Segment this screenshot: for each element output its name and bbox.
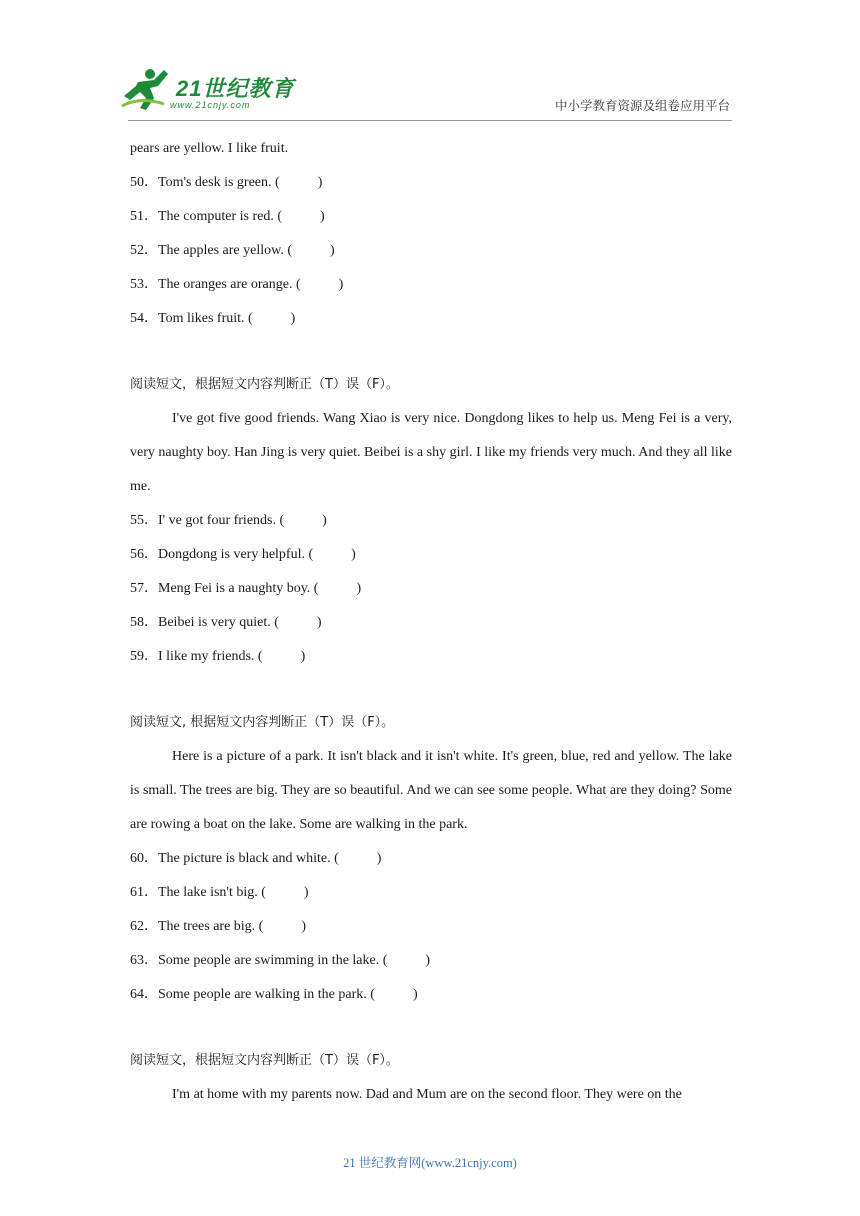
intro-tail: pears are yellow. I like fruit. [130, 141, 289, 156]
question-text: 53．The oranges are orange. ( [130, 277, 301, 292]
question-text: 57．Meng Fei is a naughty boy. ( [130, 581, 319, 596]
site-logo [120, 66, 300, 116]
close-paren: ) [303, 885, 309, 900]
close-paren: ) [376, 851, 382, 866]
question-text: 60．The picture is black and white. ( [130, 851, 339, 866]
question-64 [130, 978, 732, 1012]
runner-logo-icon [120, 66, 176, 112]
question-60 [130, 842, 732, 876]
close-paren: ) [322, 513, 327, 528]
question-59 [130, 640, 732, 674]
question-50 [130, 166, 732, 200]
close-paren: ) [316, 615, 322, 630]
close-paren: ) [301, 919, 307, 934]
question-text: 61．The lake isn't big. ( [130, 885, 266, 900]
question-text: 55．I' ve got four friends. ( [130, 513, 285, 528]
question-54 [130, 302, 732, 336]
close-paren: ) [317, 175, 323, 190]
question-text: 52．The apples are yellow. ( [130, 243, 292, 258]
question-57 [130, 572, 732, 606]
reading-passage: I've got five good friends. Wang Xiao is very nice. Dongdong likes to help us. Meng Fei is a very, very naughty boy. Han Jing is very quiet. Beibei is a shy girl. I like my friends very much. And they all like me. [130, 411, 732, 494]
section1-questions [130, 166, 732, 336]
question-text: 59．I like my friends. ( [130, 649, 263, 664]
section3 [130, 706, 732, 1012]
question-text: 64．Some people are walking in the park. ( [130, 987, 375, 1002]
question-text: 54．Tom likes fruit. ( [130, 311, 253, 326]
question-63 [130, 944, 732, 978]
section-instruction: 阅读短文，根据短文内容判断正（T）误（F）。 [130, 1053, 399, 1068]
question-text: 58．Beibei is very quiet. ( [130, 615, 279, 630]
worksheet-content [130, 132, 732, 1112]
close-paren: ) [356, 581, 362, 596]
close-paren: ) [329, 243, 335, 258]
question-55 [130, 504, 732, 538]
logo-url: www.21cnjy.com [170, 100, 251, 110]
close-paren: ) [425, 953, 431, 968]
question-text: 50．Tom's desk is green. ( [130, 175, 280, 190]
question-56 [130, 538, 732, 572]
question-61 [130, 876, 732, 910]
page-header [0, 0, 860, 125]
close-paren: ) [338, 277, 344, 292]
question-62 [130, 910, 732, 944]
question-text: 51．The computer is red. ( [130, 209, 283, 224]
reading-passage: Here is a picture of a park. It isn't black and it isn't white. It's green, blue, red and yellow. The lake is small. The trees are big. They are so beautiful. And we can see some people. What are they doing? Some are rowing a boat on the lake. Some are walking in the park. [130, 749, 732, 832]
question-text: 62．The trees are big. ( [130, 919, 264, 934]
close-paren: ) [290, 311, 296, 326]
reading-passage: I'm at home with my parents now. Dad and Mum are on the second floor. They were on the [172, 1087, 682, 1102]
page-footer: 21 世纪教育网(www.21cnjy.com) [343, 1156, 517, 1170]
close-paren: ) [412, 987, 418, 1002]
section-instruction: 阅读短文, 根据短文内容判断正（T）误（F）。 [130, 715, 395, 730]
question-52 [130, 234, 732, 268]
platform-name: 中小学教育资源及组卷应用平台 [554, 98, 730, 113]
section4 [130, 1044, 732, 1112]
question-text: 63．Some people are swimming in the lake. ( [130, 953, 388, 968]
header-divider [128, 120, 732, 121]
close-paren: ) [351, 547, 356, 562]
question-text: 56．Dongdong is very helpful. ( [130, 547, 314, 562]
question-51 [130, 200, 732, 234]
close-paren: ) [300, 649, 306, 664]
section-instruction: 阅读短文，根据短文内容判断正（T）误（F）。 [130, 377, 399, 392]
logo-text: 21世纪教育 [176, 76, 295, 101]
question-58 [130, 606, 732, 640]
question-53 [130, 268, 732, 302]
section2 [130, 368, 732, 674]
close-paren: ) [320, 209, 325, 224]
